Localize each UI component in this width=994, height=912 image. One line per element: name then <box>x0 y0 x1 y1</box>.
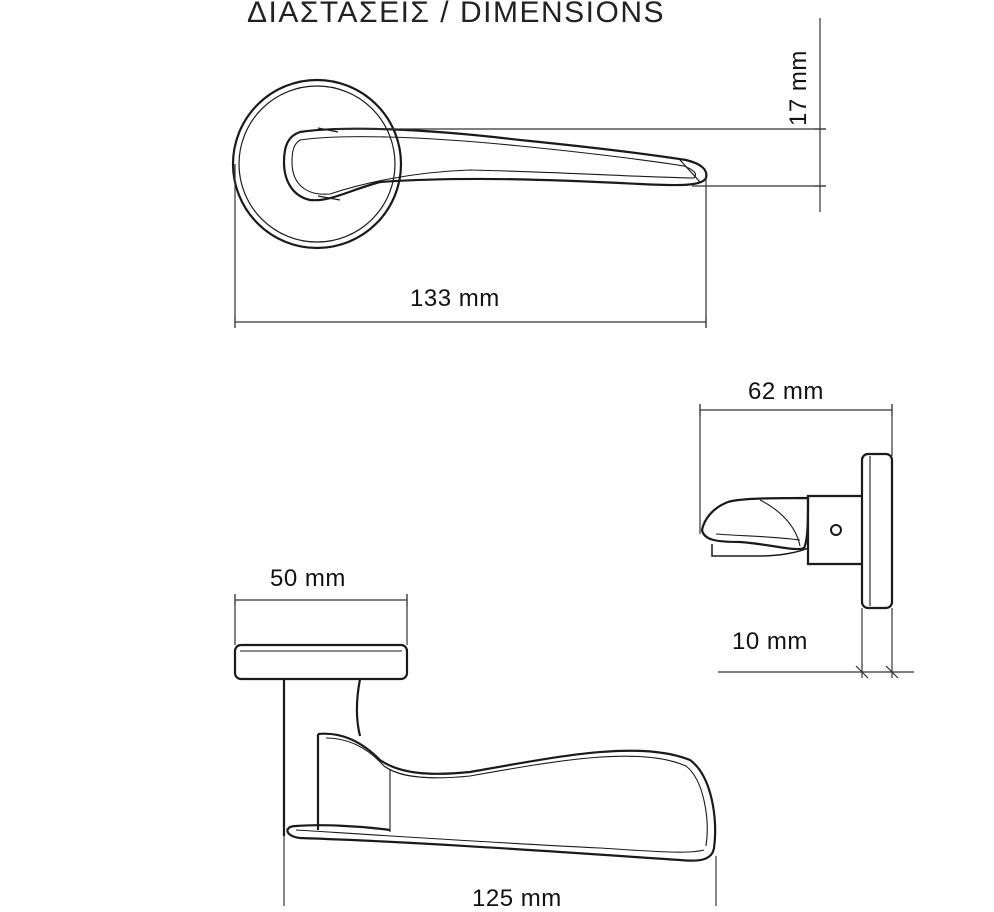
dimension-label-62mm: 62 mm <box>748 378 824 405</box>
dimension-label-17mm: 17 mm <box>785 50 812 126</box>
dimension-label-50mm: 50 mm <box>270 565 346 592</box>
top-view-dimension-lines <box>235 18 826 328</box>
bottom-view-handle <box>235 645 715 861</box>
dimension-label-133mm: 133 mm <box>410 285 500 312</box>
side-view-handle <box>702 454 892 608</box>
dimension-label-125mm: 125 mm <box>472 885 562 912</box>
page-title: ΔΙΑΣΤΑΣΕΙΣ / DIMENSIONS <box>247 0 665 29</box>
top-view-handle <box>233 80 706 248</box>
dimension-label-10mm: 10 mm <box>732 628 808 655</box>
